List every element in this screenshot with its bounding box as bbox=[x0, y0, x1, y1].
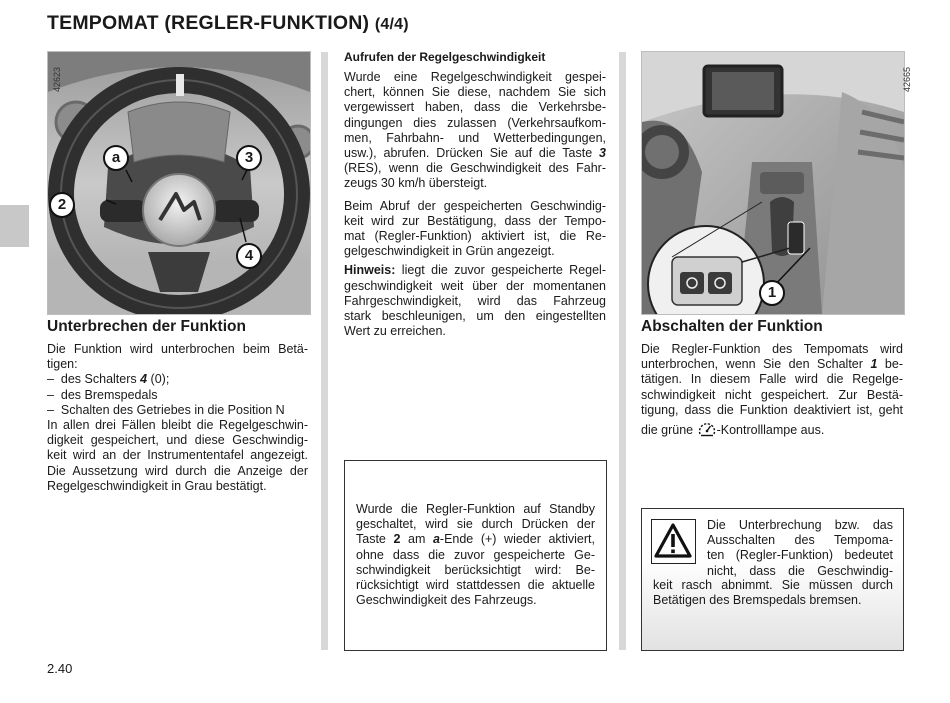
right-text: -Kontrolllampe aus. bbox=[716, 423, 825, 438]
list-dash: – bbox=[47, 372, 54, 387]
left-para-line: Die Aussetzung wird durch die Anzeige der bbox=[47, 463, 308, 478]
left-heading: Unterbrechen der Funktion bbox=[47, 318, 246, 335]
list-item bbox=[47, 372, 308, 387]
list-item bbox=[47, 388, 308, 403]
note-line: Wert zu erreichen. bbox=[344, 324, 446, 339]
right-line: tätigen. In diesem Falle wird die Regelge- bbox=[641, 372, 903, 387]
warning-line: Betätigen des Bremspedals bremsen. bbox=[653, 593, 862, 608]
box-text: am bbox=[400, 532, 433, 547]
left-para-line: digkeit gespeichert, und diese Geschwindig- bbox=[47, 433, 308, 448]
warning-icon bbox=[652, 520, 694, 562]
left-para-line: keit wird an der Instrumententafel angezeigt. bbox=[47, 448, 308, 463]
standby-info-box bbox=[344, 460, 607, 651]
middle-p1-text: usw.), abrufen. Drücken Sie auf die Taste bbox=[344, 146, 600, 161]
image-ref-right: 42665 bbox=[902, 66, 912, 92]
middle-p1-line: (RES), wenn die Geschwindigkeit des Fahr- bbox=[344, 161, 606, 176]
left-para-line: Regelgeschwindigkeit in Grau bestätigt. bbox=[47, 478, 267, 493]
list-item bbox=[47, 403, 308, 418]
left-para-line: In allen drei Fällen bleibt die Regelgeschwin- bbox=[47, 418, 308, 433]
middle-p2-line: keit wird zur Bestätigung, dass der Tempo- bbox=[344, 213, 606, 228]
middle-p1-line: men, Fahrbahn- und Wetterbedingungen, bbox=[344, 130, 606, 145]
right-line: Die Regler-Funktion des Tempomats wird bbox=[641, 342, 903, 356]
note-line bbox=[344, 263, 606, 278]
column-divider-right bbox=[619, 52, 626, 650]
section-tab bbox=[0, 205, 29, 247]
middle-p1-line: Wurde eine Regelgeschwindigkeit gespei- bbox=[344, 70, 606, 84]
box-line: schwindigkeit berücksichtigt wird: Be- bbox=[356, 562, 595, 577]
right-text: be- bbox=[877, 357, 903, 372]
middle-body bbox=[344, 70, 606, 339]
note-line: Fahrgeschwindigkeit, wird das Fahrzeug bbox=[344, 293, 606, 308]
warning-line: nicht, dass die Geschwindig- bbox=[707, 563, 893, 578]
standby-info-text bbox=[356, 502, 595, 608]
callout-1: 1 bbox=[759, 280, 785, 306]
warning-text-full bbox=[653, 578, 893, 608]
middle-p1-line: chert, können Sie diese, nachdem Sie sich bbox=[344, 85, 606, 100]
callout-a: a bbox=[103, 145, 129, 171]
box-bold: 2 bbox=[393, 532, 401, 547]
warning-line: Die Unterbrechung bzw. das bbox=[707, 518, 893, 532]
box-bold: a bbox=[432, 532, 440, 547]
middle-p2-line: Beim Abruf der gespeicherten Geschwindig- bbox=[344, 198, 606, 213]
box-line: Wurde die Regler-Funktion auf Standby bbox=[356, 502, 595, 516]
left-intro-line: Die Funktion wird unterbrochen beim Betä- bbox=[47, 342, 308, 356]
box-line: ohne dass die zuvor gespeicherte Ge- bbox=[356, 547, 595, 562]
middle-p1-line: dingungen dies zulassen (Verkehrsaufkom- bbox=[344, 115, 606, 130]
right-line: tigung, dass die Funktion deaktiviert ist, geht bbox=[641, 402, 903, 417]
note-line: stark beschleunigen, um den eingestellten bbox=[344, 309, 606, 324]
list-text: des Bremspedals bbox=[60, 387, 158, 402]
middle-p1-bold: 3 bbox=[599, 146, 606, 161]
list-text: (0); bbox=[147, 372, 170, 387]
page-title bbox=[47, 12, 409, 35]
center-console-illustration bbox=[641, 51, 905, 315]
warning-icon-frame bbox=[651, 519, 696, 564]
warning-line: keit rasch abnimmt. Sie müssen durch bbox=[653, 578, 893, 592]
right-line: schwindigkeit nicht gespeichert. Zur Bestä- bbox=[641, 387, 903, 402]
left-intro-line: tigen: bbox=[47, 357, 78, 372]
list-text: des Schalters bbox=[60, 372, 141, 387]
box-line bbox=[356, 532, 595, 547]
title-main: TEMPOMAT (REGLER-FUNKTION) bbox=[47, 12, 370, 34]
right-text: unterbrochen, wenn Sie den Schalter bbox=[641, 357, 871, 372]
middle-p1-line: vergewissert haben, dass die Verkehrsbe- bbox=[344, 100, 606, 115]
list-bold: 4 bbox=[140, 372, 148, 387]
note-line: geschwindigkeit weit über der momentanen bbox=[344, 278, 606, 293]
box-line: rücksichtigt wird stattdessen die aktuelle bbox=[356, 578, 595, 593]
steering-wheel-illustration bbox=[47, 51, 311, 315]
middle-p1-line bbox=[344, 146, 606, 161]
warning-box bbox=[641, 508, 904, 651]
box-text: Taste bbox=[356, 532, 394, 547]
note-label: Hinweis: bbox=[344, 263, 396, 278]
right-body bbox=[641, 342, 903, 438]
warning-line: ten (Regler-Funktion) bedeutet bbox=[707, 548, 893, 563]
right-line bbox=[641, 420, 903, 438]
steering-wheel-svg bbox=[48, 52, 310, 314]
right-line bbox=[641, 357, 903, 372]
middle-heading: Aufrufen der Regelgeschwindigkeit bbox=[344, 50, 546, 64]
box-text: -Ende (+) wieder aktiviert, bbox=[439, 532, 595, 547]
note-text: liegt die zuvor gespeicherte Regel- bbox=[395, 263, 606, 278]
box-line: geschaltet, wird sie durch Drücken der bbox=[356, 517, 595, 532]
callout-2: 2 bbox=[49, 192, 75, 218]
image-ref-left: 42623 bbox=[52, 66, 62, 92]
middle-p1-line: zeugs 30 km/h übersteigt. bbox=[344, 176, 488, 191]
cruise-control-indicator-icon bbox=[697, 420, 717, 438]
callout-3: 3 bbox=[236, 145, 262, 171]
list-text: Schalten des Getriebes in die Position N bbox=[60, 402, 285, 417]
warning-line: Ausschalten des Tempoma- bbox=[707, 533, 893, 548]
callout-4: 4 bbox=[236, 243, 262, 269]
page-number: 2.40 bbox=[47, 661, 73, 676]
warning-text-indented bbox=[707, 518, 893, 579]
left-body bbox=[47, 342, 308, 494]
box-line: Geschwindigkeit des Fahrzeugs. bbox=[356, 593, 537, 608]
title-suffix: (4/4) bbox=[374, 16, 409, 33]
right-bold: 1 bbox=[870, 357, 878, 372]
middle-p2-line: mat (Regler-Funktion) aktiviert ist, die Re- bbox=[344, 229, 606, 244]
center-console-svg bbox=[642, 52, 904, 314]
column-divider-left bbox=[321, 52, 328, 650]
right-text: die grüne bbox=[641, 423, 697, 438]
list-dash: – bbox=[47, 387, 54, 402]
right-heading: Abschalten der Funktion bbox=[641, 318, 823, 335]
middle-p2-line: gelgeschwindigkeit in Grün angezeigt. bbox=[344, 244, 555, 259]
list-dash: – bbox=[47, 402, 54, 417]
